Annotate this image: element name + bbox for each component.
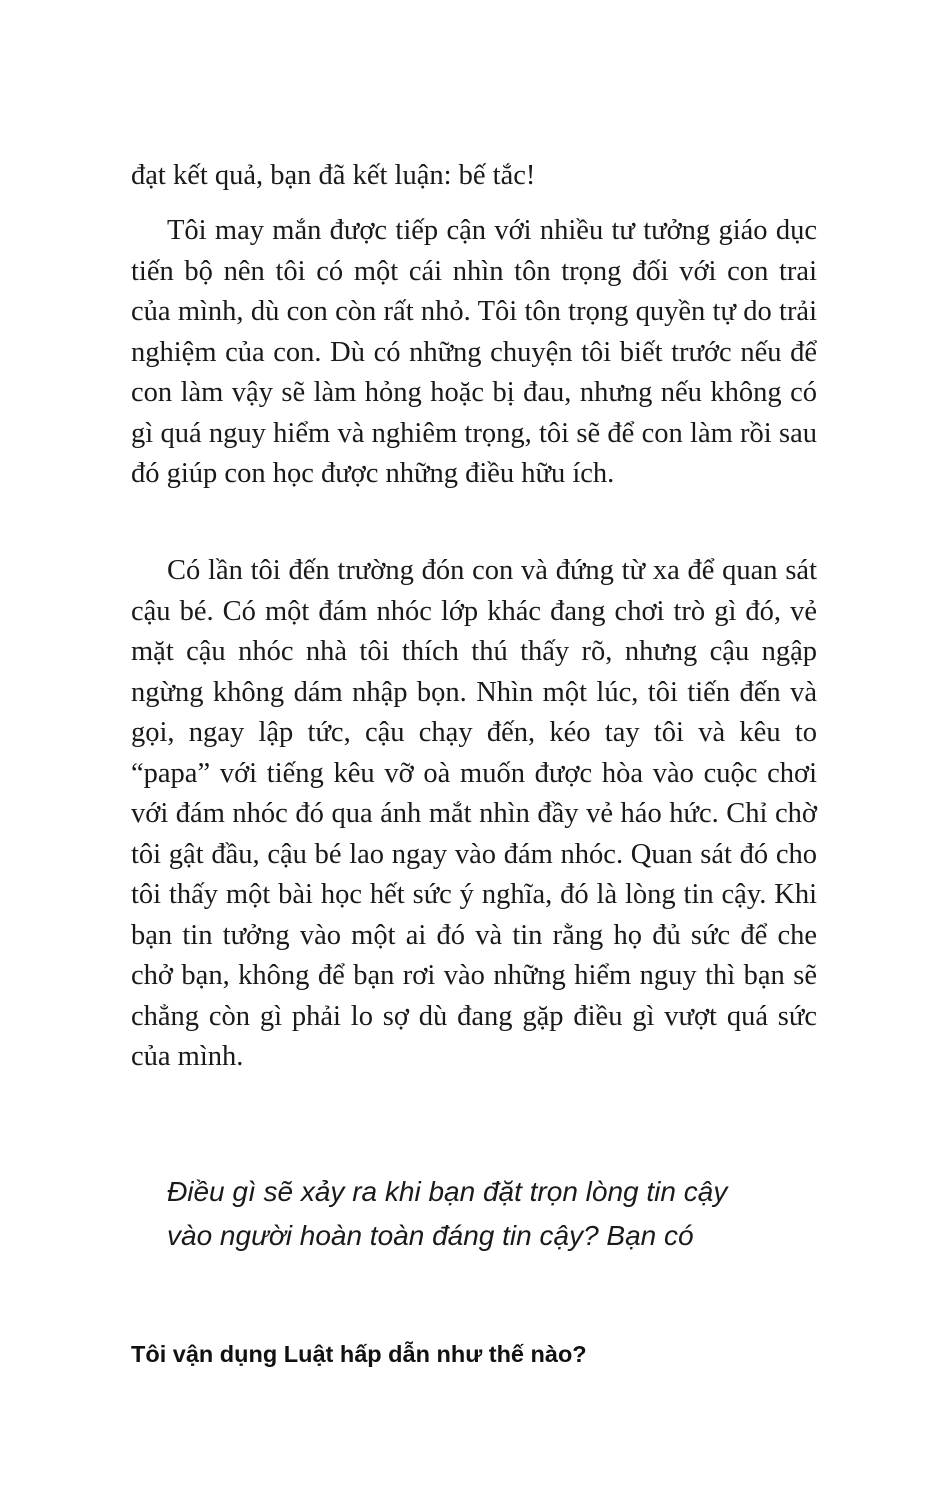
paragraph-continued: đạt kết quả, bạn đã kết luận: bế tắc!	[131, 160, 536, 191]
paragraph-respect-freedom: Tôi may mắn được tiếp cận với nhiều tư tưởng giáo dục tiến bộ nên tôi có một cái nhìn tôn trọng đối với con trai của mình, dù con còn rất nhỏ. Tôi tôn trọng quyền tự do trải nghiệm của con. Dù có những chuyện tôi biết trước nếu để con làm vậy sẽ làm hỏng hoặc bị đau, nhưng nếu không có gì quá nguy hiểm và nghiêm trọng, tôi sẽ để con làm rồi sau đó giúp con học được những điều hữu ích.	[131, 215, 817, 489]
paragraph-school-story: Có lần tôi đến trường đón con và đứng từ xa để quan sát cậu bé. Có một đám nhóc lớp khác đang chơi trò gì đó, vẻ mặt cậu nhóc nhà tôi thích thú thấy rõ, nhưng cậu ngập ngừng không dám nhập bọn. Nhìn một lúc, tôi tiến đến và gọi, ngay lập tức, cậu chạy đến, kéo tay tôi và kêu to “papa” với tiếng kêu vỡ oà muốn được hòa vào cuộc chơi với đám nhóc đó qua ánh mắt nhìn đầy vẻ háo hức. Chỉ chờ tôi gật đầu, cậu bé lao ngay vào đám nhóc. Quan sát đó cho tôi thấy một bài học hết sức ý nghĩa, đó là lòng tin cậy. Khi bạn tin tưởng vào một ai đó và tin rằng họ đủ sức để che chở bạn, không để bạn rơi vào những hiểm nguy thì bạn sẽ chẳng còn gì phải lo sợ dù đang gặp điều gì vượt quá sức của mình.	[131, 555, 817, 1072]
quote-line-1: Điều gì sẽ xảy ra khi bạn đặt trọn lòng tin cậy	[167, 1176, 728, 1207]
italic-quote	[167, 1170, 807, 1258]
section-heading: Tôi vận dụng Luật hấp dẫn như thế nào?	[131, 1341, 587, 1367]
quote-line-2: vào người hoàn toàn đáng tin cậy? Bạn có	[167, 1220, 694, 1251]
